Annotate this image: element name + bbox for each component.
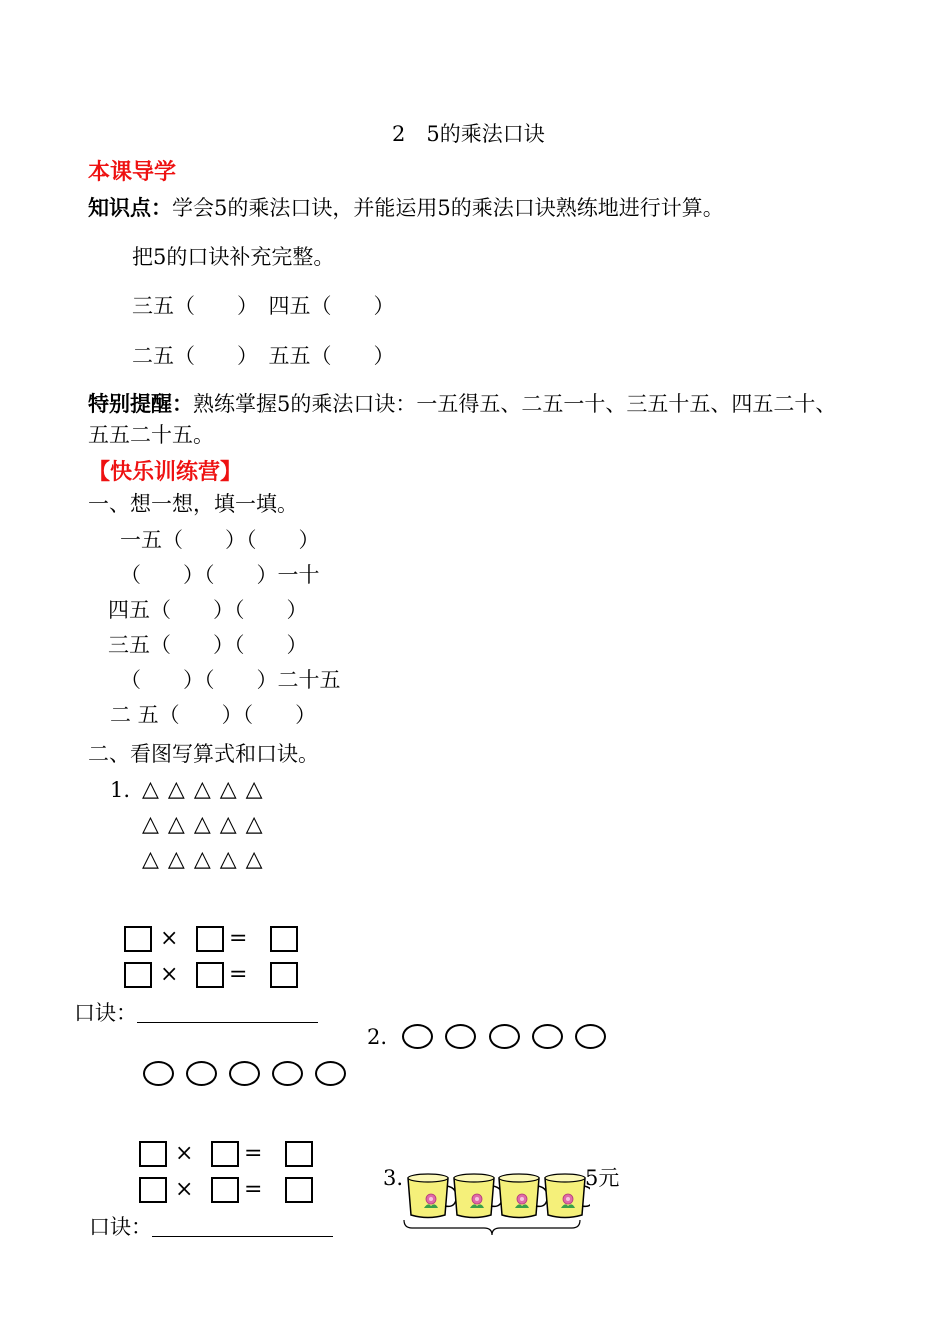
cup-2 [454, 1174, 502, 1218]
times-sign: × [160, 926, 179, 951]
answer-box[interactable] [196, 962, 224, 988]
times-sign: × [175, 1177, 194, 1202]
times-sign: × [160, 962, 179, 987]
triangle-row-1: △△△△△ [142, 777, 272, 802]
complete-prompt: 把5的口诀补充完整。 [132, 245, 335, 269]
circle [143, 1061, 174, 1086]
knowledge-point [88, 198, 724, 219]
triangle-row-3: △△△△△ [142, 847, 272, 872]
equals-sign: = [244, 1177, 263, 1202]
answer-box[interactable] [270, 926, 298, 952]
reminder [88, 394, 836, 415]
page-title: 2 5的乘法口诀 [392, 122, 545, 146]
circle [186, 1061, 217, 1086]
reminder-text-1: 熟练掌握5的乘法口诀：一五得五、二五一十、三五十五、四五二十、 [193, 392, 837, 416]
q1-label: 1. [110, 778, 131, 802]
guide-row-2: 二五（ ） 五五（ ） [132, 344, 395, 368]
guide-heading: 本课导学 [88, 160, 177, 185]
curly-brace [404, 1220, 580, 1235]
fill-line-3: 四五（ ）（ ） [108, 598, 308, 622]
koujue-answer-line[interactable] [152, 1236, 333, 1237]
answer-box[interactable] [139, 1177, 167, 1203]
reminder-text-2: 五五二十五。 [88, 423, 214, 447]
section2-title: 二、看图写算式和口诀。 [88, 742, 319, 766]
answer-box[interactable] [285, 1177, 313, 1203]
answer-box[interactable] [124, 962, 152, 988]
answer-box[interactable] [124, 926, 152, 952]
circle [402, 1024, 433, 1049]
equals-sign: = [244, 1141, 263, 1166]
circle [315, 1061, 346, 1086]
circle [532, 1024, 563, 1049]
equals-sign: = [229, 926, 248, 951]
fill-line-4: 三五（ ）（ ） [108, 633, 308, 657]
koujue-label: 口诀： [89, 1215, 152, 1239]
answer-box[interactable] [139, 1141, 167, 1167]
koujue-label: 口诀： [74, 1001, 137, 1025]
koujue-answer-line[interactable] [137, 1022, 318, 1023]
cup-1 [408, 1174, 456, 1218]
fill-line-6: 二 五（ ）（ ） [110, 703, 317, 727]
circle [575, 1024, 606, 1049]
q3-label: 3. [383, 1166, 404, 1190]
circle [272, 1061, 303, 1086]
answer-box[interactable] [211, 1177, 239, 1203]
cup-3 [499, 1174, 547, 1218]
section1-title: 一、想一想，填一填。 [88, 492, 298, 516]
knowledge-label: 知识点： [88, 196, 172, 220]
triangle-row-2: △△△△△ [142, 812, 272, 837]
circle [229, 1061, 260, 1086]
answer-box[interactable] [270, 962, 298, 988]
cup-4 [545, 1174, 590, 1218]
q3-price: 5元 [585, 1166, 620, 1190]
circle [445, 1024, 476, 1049]
training-heading: 【快乐训练营】 [88, 460, 243, 485]
circle [489, 1024, 520, 1049]
fill-line-2: （ ）（ ）一十 [120, 563, 320, 587]
answer-box[interactable] [285, 1141, 313, 1167]
equals-sign: = [229, 962, 248, 987]
guide-row-1: 三五（ ） 四五（ ） [132, 294, 395, 318]
answer-box[interactable] [196, 926, 224, 952]
reminder-label: 特别提醒： [88, 392, 193, 416]
fill-line-5: （ ）（ ）二十五 [120, 668, 341, 692]
answer-box[interactable] [211, 1141, 239, 1167]
times-sign: × [175, 1141, 194, 1166]
q2-label: 2. [367, 1025, 388, 1049]
cups-illustration [400, 1168, 590, 1240]
fill-line-1: 一五（ ）（ ） [120, 528, 320, 552]
knowledge-text: 学会5的乘法口诀，并能运用5的乘法口诀熟练地进行计算。 [172, 196, 724, 220]
